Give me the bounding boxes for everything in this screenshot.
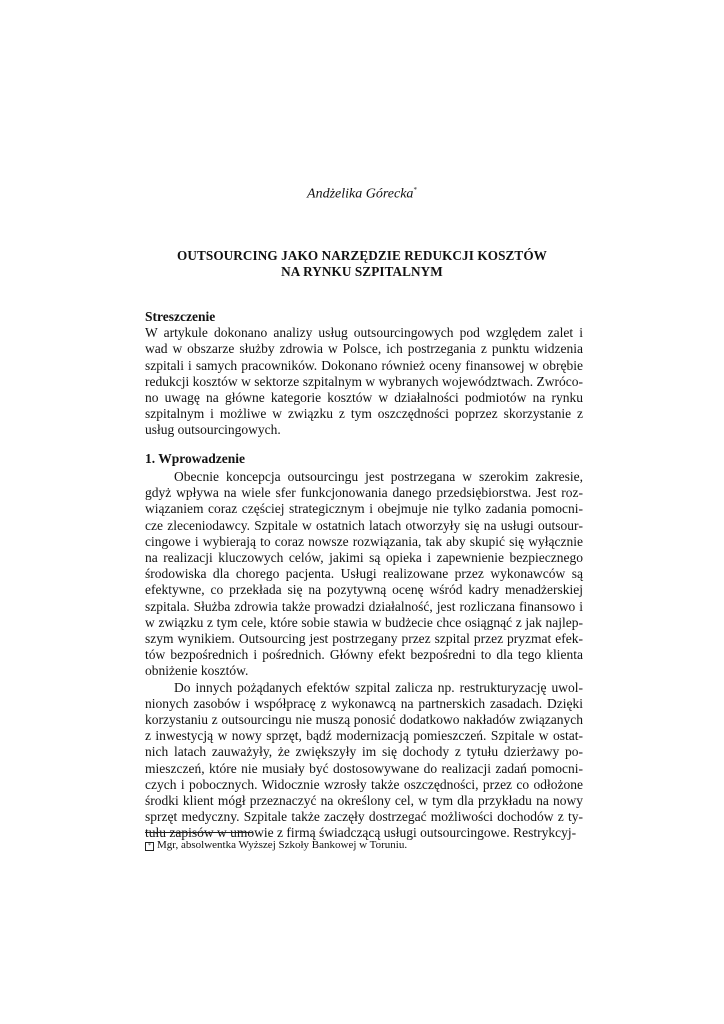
footnote xyxy=(145,838,583,852)
section-1-paragraph-1: Obecnie koncepcja outsourcingu jest postrzegana w szerokim zakresie, gdyż wpływa na wiele sfer funkcjonowania danego przedsiębiorstwa. Jest rozwiązaniem coraz częściej strategicznym i obejmuje nie tylko zadania pomocnicze zleceniodawcy. Szpitale w ostatnich latach otworzyły się na usługi outsourcingowe i wybierają to coraz nowsze rozwiązania, tak aby skupić się wyłącznie na realizacji kluczowych celów, jakimi są opieka i zapewnienie bezpiecznego środowiska dla chorego pacjenta. Usługi realizowane przez wykonawców są efektywne, co przekłada się na pozytywną ocenę wśród kadry menadżerskiej szpitala. Służba zdrowia także prowadzi działalność, jest rozliczana finansowo i w związku z tym cele, które sobie stawia w budżecie chce osiągnąć z jak najlepszym wynikiem. Outsourcing jest postrzegany przez szpital przez pryzmat efektów bezpośrednich i pośrednich. Główny efekt bezpośredni to dla tego klienta obniżenie kosztów. xyxy=(145,469,583,679)
abstract-text: W artykule dokonano analizy usług outsourcingowych pod względem zalet i wad w obszarze służby zdrowia w Polsce, ich postrzegania z punktu widzenia szpitali i samych pracowników. Dokonano również oceny finansowej w obrębie redukcji kosztów w sektorze szpitalnym w wybranych województwach. Zwrócono uwagę na główne kategorie kosztów w działalności podmiotów na rynku szpitalnym i możliwe w związku z tym oszczędności poprzez skorzystanie z usług outsourcingowych. xyxy=(145,325,583,438)
footnote-text: Mgr, absolwentka Wyższej Szkoły Bankowej w Toruniu. xyxy=(157,839,408,851)
footnote-divider xyxy=(145,832,253,833)
section-1-heading: 1. Wprowadzenie xyxy=(145,451,246,466)
section-1-paragraph-2: Do innych pożądanych efektów szpital zalicza np. restrukturyzację uwolnionych zasobów i współpracę z wykonawcą na partnerskich zasadach. Dzięki korzystaniu z outsourcingu nie muszą ponosić dodatkowo nakładów związanych z inwestycją w nowy sprzęt, bądź modernizacją pomieszczeń. Szpitale w ostatnich latach zauważyły, że zwiększyły im się dochody z tytułu dzierżawy pomieszczeń, które nie musiały być dostosowywane do realizacji zadań pomocniczych i pobocznych. Widocznie wzrosły także oszczędności, przez co odłożone środki klient mógł przeznaczyć na określony cel, w tym dla przykładu na nowy sprzęt medyczny. Szpitale także zaczęły dostrzegać możliwości dochodów z tytułu zapisów w umowie z firmą świadczącą usługi outsourcingowe. Restrykcyj- xyxy=(145,679,583,841)
author-name xyxy=(0,186,724,203)
title-line-2: NA RYNKU SZPITALNYM xyxy=(281,264,443,279)
author-name-text: Andżelika Górecka xyxy=(307,186,414,202)
author-footnote-marker: * xyxy=(413,186,417,194)
abstract-heading: Streszczenie xyxy=(145,309,216,324)
title-line-1: OUTSOURCING JAKO NARZĘDZIE REDUKCJI KOSZTÓW xyxy=(177,248,547,263)
article-title xyxy=(100,248,624,280)
footnote-marker: * xyxy=(145,842,154,851)
abstract-section xyxy=(145,309,583,439)
section-1-body xyxy=(145,469,583,842)
